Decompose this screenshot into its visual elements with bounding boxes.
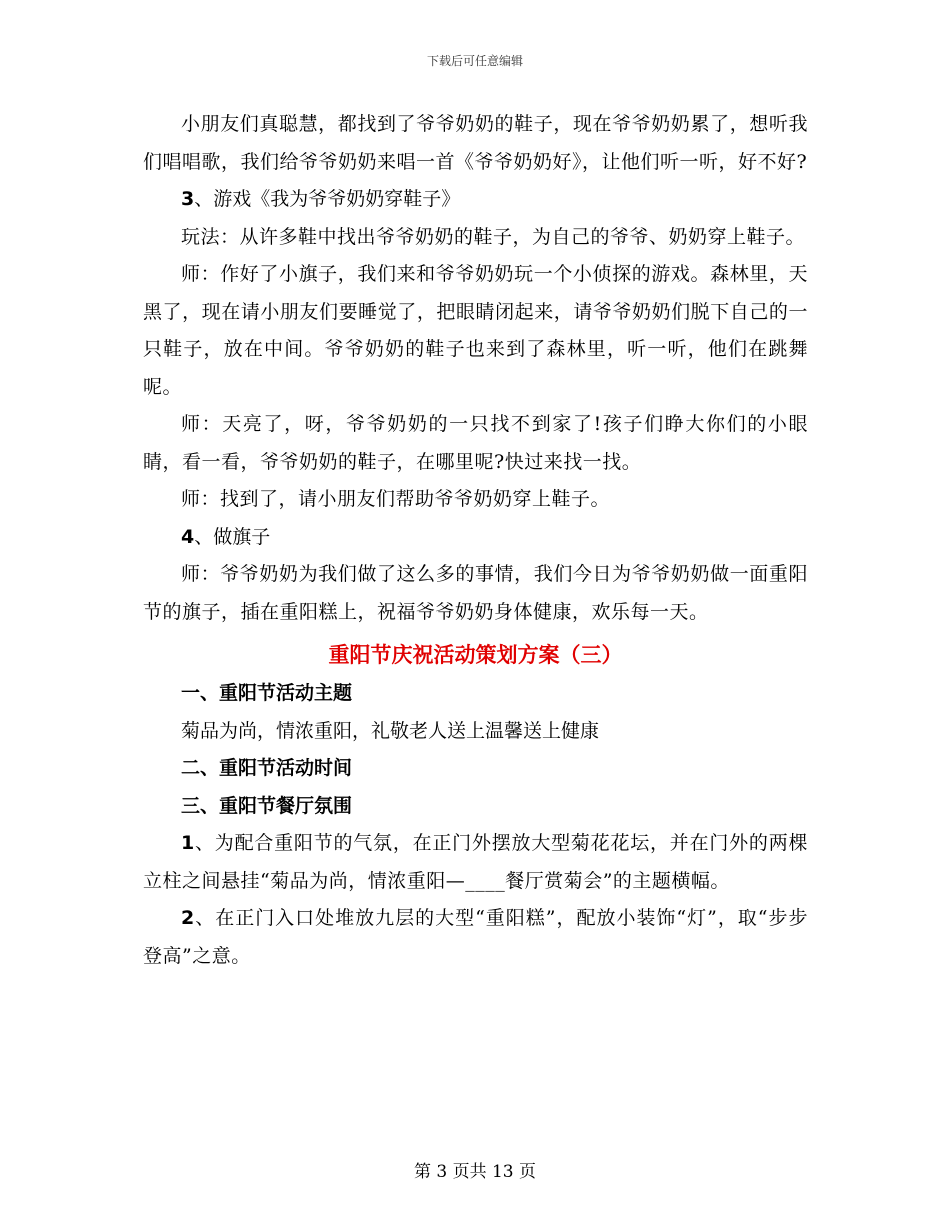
item-number: 1 — [181, 832, 195, 854]
item-text: 、在正门入口处堆放九层的大型“重阳糕”，配放小装饰“灯”，取“步步登高”之意。 — [143, 907, 808, 967]
paragraph: 师：找到了，请小朋友们帮助爷爷奶奶穿上鞋子。 — [181, 488, 611, 510]
heading-time: 二、重阳节活动时间 — [181, 757, 353, 779]
list-item — [143, 825, 808, 900]
heading-theme: 一、重阳节活动主题 — [181, 682, 353, 704]
document-body — [143, 106, 808, 975]
step-number: 3 — [181, 188, 195, 210]
page-header: 下载后可任意编辑 — [426, 54, 523, 68]
step-number: 4 — [181, 525, 195, 548]
step-text: 、游戏《我为爷爷奶奶穿鞋子》 — [194, 188, 461, 210]
theme-text: 菊品为尚，情浓重阳，礼敬老人送上温馨送上健康 — [181, 719, 600, 742]
heading-atmosphere: 三、重阳节餐厅氛围 — [181, 794, 353, 817]
page-footer: 第 3 页共 13 页 — [413, 1162, 537, 1182]
item-number: 2 — [181, 907, 195, 929]
paragraph: 师：作好了小旗子，我们来和爷爷奶奶玩一个小侦探的游戏。森林里，天黑了，现在请小朋友们要睡觉了，把眼睛闭起来，请爷爷奶奶们脱下自己的一只鞋子，放在中间。爷爷奶奶的鞋子也来到了森林里，听一听，他们在跳舞呢。 — [143, 263, 808, 398]
section-title: 重阳节庆祝活动策划方案（三） — [328, 642, 623, 667]
list-item — [143, 900, 808, 975]
paragraph: 师：爷爷奶奶为我们做了这么多的事情，我们今日为爷爷奶奶做一面重阳节的旗子，插在重阳糕上，祝福爷爷奶奶身体健康，欢乐每一天。 — [143, 563, 808, 623]
step-heading-4 — [143, 519, 808, 557]
paragraph: 师：天亮了，呀，爷爷奶奶的一只找不到家了!孩子们睁大你们的小眼睛，看一看，爷爷奶奶的鞋子，在哪里呢?快过来找一找。 — [143, 413, 808, 473]
paragraph: 玩法：从许多鞋中找出爷爷奶奶的鞋子，为自己的爷爷、奶奶穿上鞋子。 — [181, 225, 806, 248]
paragraph: 小朋友们真聪慧，都找到了爷爷奶奶的鞋子，现在爷爷奶奶累了，想听我们唱唱歌，我们给爷爷奶奶来唱一首《爷爷奶奶好》，让他们听一听，好不好? — [143, 113, 808, 173]
step-text: 、做旗子 — [194, 525, 271, 548]
item-text: 、为配合重阳节的气氛，在正门外摆放大型菊花花坛，并在门外的两棵立柱之间悬挂“菊品为尚，情浓重阳—____餐厅赏菊会”的主题横幅。 — [143, 832, 808, 892]
step-heading-3 — [143, 181, 808, 219]
